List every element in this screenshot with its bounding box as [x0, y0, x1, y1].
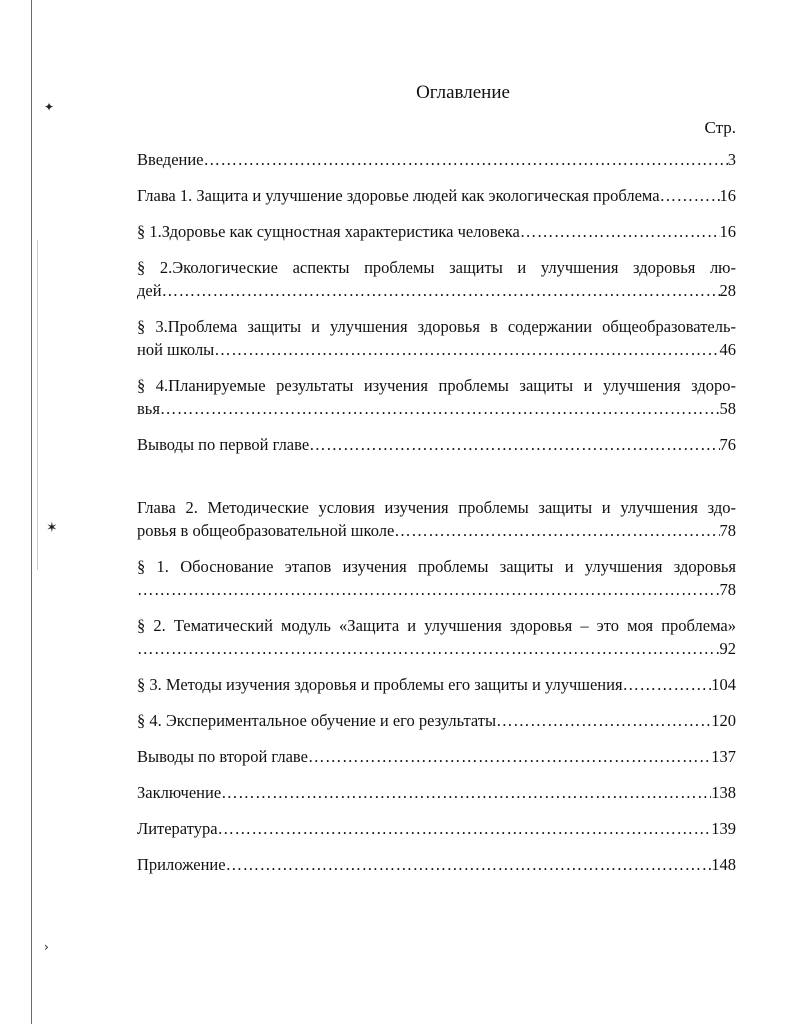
toc-entry-ch1-section-1[interactable]: [137, 220, 736, 243]
dot-leader: [218, 817, 712, 840]
toc-entry-ch2-section-3[interactable]: [137, 673, 736, 696]
toc-entry-ch2-section-2[interactable]: [137, 614, 736, 660]
toc-entry-text-line-1: § 3.Проблема защиты и улучшения здоровья в содержании общеобразователь-: [137, 317, 736, 336]
toc-entry-text: § 3. Методы изучения здоровья и проблемы его защиты и улучшения: [137, 675, 623, 694]
toc-entry-page: 16: [719, 222, 736, 241]
toc-entry-page: 139: [711, 819, 736, 838]
toc-entry-text: § 1.Здоровье как сущностная характеристика человека: [137, 222, 520, 241]
dot-leader: [623, 673, 712, 696]
toc-entry-text-line-2: вья: [137, 399, 160, 418]
dot-leader: [214, 338, 719, 361]
toc-entry-text-line-1: Глава 2. Методические условия изучения проблемы защиты и улучшения здо-: [137, 498, 736, 517]
toc-entry-page: 148: [711, 855, 736, 874]
toc-entry-page: 137: [711, 747, 736, 766]
toc-entry-text: § 4. Экспериментальное обучение и его результаты: [137, 711, 497, 730]
toc-entry-page: 138: [711, 783, 736, 802]
toc-entry-text: Выводы по первой главе: [137, 435, 310, 454]
toc-entry-text: Введение: [137, 150, 204, 169]
dot-leader: [308, 745, 711, 768]
toc-entry-chapter-1[interactable]: [137, 184, 736, 207]
scan-speck-mark: ✶: [46, 520, 58, 536]
toc-entry-literature[interactable]: [137, 817, 736, 840]
toc-entry-ch2-section-4[interactable]: [137, 709, 736, 732]
toc-entry-page: 16: [719, 186, 736, 205]
toc-entry-page: 92: [719, 639, 736, 658]
dot-leader: [221, 781, 711, 804]
toc-entry-chapter-2[interactable]: [137, 496, 736, 542]
dot-leader: [226, 853, 712, 876]
toc-entry-text-line-1: § 1. Обоснование этапов изучения проблемы защиты и улучшения здоровья: [137, 557, 736, 576]
toc-entry-text-line-1: § 2.Экологические аспекты проблемы защиты и улучшения здоровья лю-: [137, 258, 736, 277]
table-of-contents: [137, 148, 736, 889]
toc-entry-text-line-1: § 4.Планируемые результаты изучения проблемы защиты и улучшения здоро-: [137, 376, 736, 395]
scan-speck-mark: ›: [44, 940, 49, 954]
toc-entry-page: 46: [719, 340, 736, 359]
toc-entry-page: 78: [719, 521, 736, 540]
toc-entry-ch2-conclusions[interactable]: [137, 745, 736, 768]
toc-entry-ch1-conclusions[interactable]: [137, 433, 736, 456]
dot-leader: [204, 148, 728, 171]
scan-speck-mark: ✦: [44, 100, 55, 114]
toc-entry-text-line-2: ной школы: [137, 340, 215, 359]
toc-entry-text-line-1: § 2. Тематический модуль «Защита и улучшения здоровья – это моя проблема»: [137, 616, 736, 635]
dot-leader: [309, 433, 719, 456]
scan-binding-line-faint: [37, 240, 38, 570]
toc-entry-ch1-section-3[interactable]: [137, 315, 736, 361]
toc-entry-page: 28: [719, 281, 736, 300]
page-column-header: Стр.: [704, 118, 736, 137]
chapter-gap: [137, 469, 736, 496]
dot-leader: [520, 220, 720, 243]
toc-entry-ch1-section-4[interactable]: [137, 374, 736, 420]
toc-entry-text-line-2: ровья в общеобразовательной школе: [137, 521, 395, 540]
toc-entry-text: Литература: [137, 819, 218, 838]
toc-entry-text: Заключение: [137, 783, 222, 802]
dot-leader: [660, 184, 720, 207]
toc-entry-ch2-section-1[interactable]: [137, 555, 736, 601]
toc-entry-ch1-section-2[interactable]: [137, 256, 736, 302]
dot-leader: [162, 279, 720, 302]
dot-leader: [137, 637, 720, 660]
toc-entry-page: 104: [711, 675, 736, 694]
toc-entry-text: Глава 1. Защита и улучшение здоровье людей как экологическая проблема: [137, 186, 660, 205]
toc-entry-page: 58: [719, 399, 736, 418]
dot-leader: [160, 397, 720, 420]
toc-title: Оглавление: [416, 82, 510, 103]
toc-entry-text: Приложение: [137, 855, 226, 874]
toc-entry-page: 3: [727, 150, 736, 169]
dot-leader: [496, 709, 711, 732]
toc-entry-page: 76: [719, 435, 736, 454]
toc-entry-conclusion[interactable]: [137, 781, 736, 804]
toc-entry-appendix[interactable]: [137, 853, 736, 876]
toc-entry-introduction[interactable]: [137, 148, 736, 171]
dot-leader: [394, 519, 719, 542]
toc-entry-text-line-2: дей: [137, 281, 162, 300]
toc-entry-page: 78: [719, 580, 736, 599]
toc-entry-text: Выводы по второй главе: [137, 747, 308, 766]
scan-binding-line: [31, 0, 32, 1024]
toc-entry-page: 120: [711, 711, 736, 730]
dot-leader: [137, 578, 720, 601]
